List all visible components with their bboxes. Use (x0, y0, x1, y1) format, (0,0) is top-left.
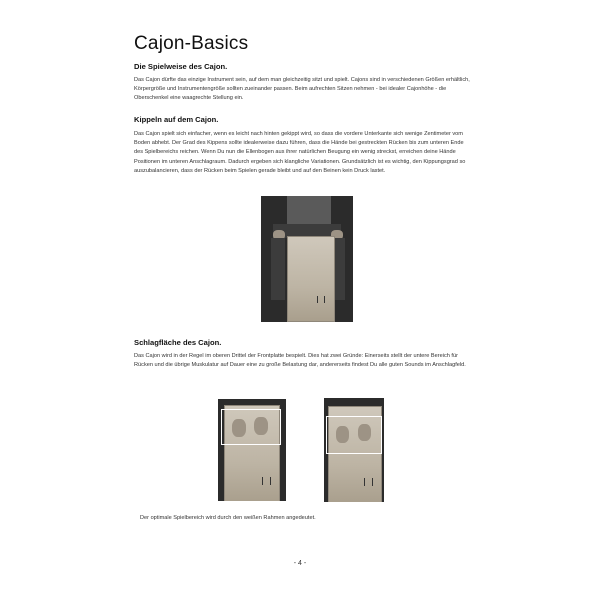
page-number: - 4 - (293, 560, 307, 567)
photo-caption: Der optimale Spielbereich wird durch den weißen Rahmen angedeutet. (140, 515, 316, 521)
cajon-sitting-photo (261, 196, 353, 322)
section-heading-spielweise: Die Spielweise des Cajon. (134, 62, 228, 71)
section-text-schlagflaeche: Das Cajon wird in der Regel im oberen Drittel der Frontplatte bespielt. Dies hat zwei Gründe: Einerseits stellt der untere Bereich für Rücken und die übrige Muskulatur auf Dauer eine zu große Belastung dar, andererseits findest Du alle guten Sounds im Anschlagfeld. (134, 353, 466, 369)
section-heading-kippeln: Kippeln auf dem Cajon. (134, 115, 219, 124)
cajon-playing-area-photo-left (218, 399, 286, 501)
cajon-playing-area-photo-right (324, 398, 384, 502)
section-text-spielweise: Das Cajon dürfte das einzige Instrument sein, auf dem man gleichzeitig sitzt und spielt. Cajons sind in verschiedenen Größen erhältlich, Körpergröße und Instrumentengröße sollten zueinander passen. Beim aufrechten Sitzen nehmen - bei idealer Cajonhöhe - die Oberschenkel eine waagrechte Stellung ein. (134, 77, 470, 102)
page-title: Cajon-Basics (134, 33, 249, 54)
section-text-kippeln: Das Cajon spielt sich einfacher, wenn es leicht nach hinten gekippt wird, so dass die vordere Unterkante sich wenige Zentimeter vom Boden abhebt. Der Grad des Kippens sollte idealerweise dazu führen, dass die Hände bei gestreckten Rücken bis zum unteren Ende des Spielbereichs reichen. Wenn Du nun die Ellenbogen aus ihrer natürlichen Beugung ein wenig streckst, erreichen deine Hände Positionen im unteren Anschlagraum. Dadurch ergeben sich klangliche Variationen. Grundsätzlich ist es wichtig, den Kippungsgrad so auszubalancieren, dass der Rücken beim Spielen gerade bleibt und auf den Beinen kein Druck lastet. (134, 131, 466, 174)
section-heading-schlagflaeche: Schlagfläche des Cajon. (134, 338, 222, 347)
